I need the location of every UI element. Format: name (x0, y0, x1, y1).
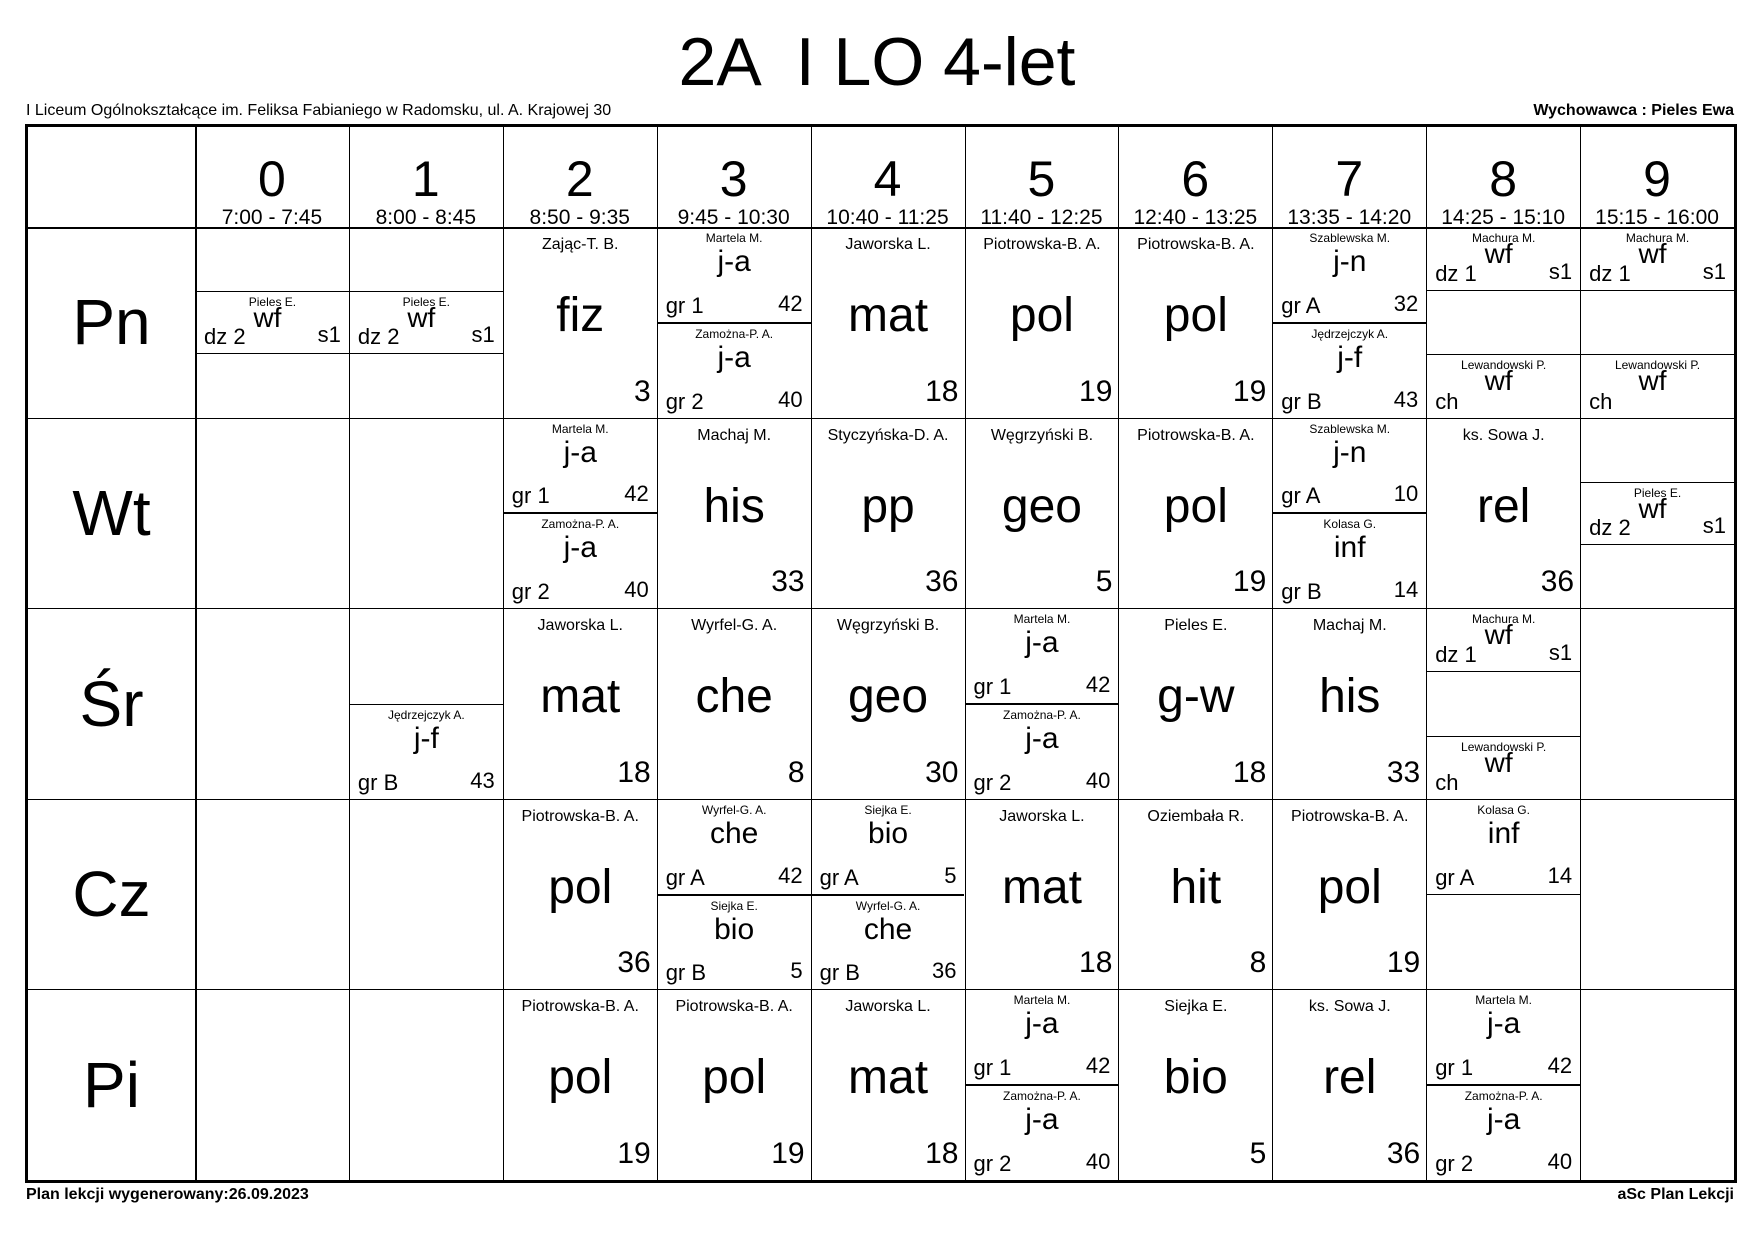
lesson-teacher: Węgrzyński B. (836, 617, 940, 635)
lesson-group: dz 2 (204, 324, 246, 350)
group-lesson (658, 800, 811, 895)
lesson-cell (504, 228, 657, 418)
lesson-room: 42 (624, 481, 649, 507)
period-number: 5 (1027, 151, 1056, 207)
lesson-room: 40 (1085, 1148, 1111, 1174)
period-header-1 (349, 127, 503, 227)
lesson-cell (812, 990, 965, 1180)
lesson-teacher: Piotrowska-B. A. (521, 998, 639, 1016)
period-header-3 (657, 127, 811, 227)
lesson-cell (196, 228, 349, 418)
lesson-subject: j-n (1333, 435, 1367, 469)
lesson-group: gr B (1281, 388, 1322, 414)
period-number: 3 (719, 151, 748, 207)
lesson-teacher: Zając-T. B. (542, 236, 619, 253)
lesson-cell (966, 419, 1119, 609)
lesson-room: 32 (1393, 290, 1419, 316)
lesson-teacher: Siejka E. (710, 898, 758, 913)
lesson-subject: hit (1170, 860, 1222, 914)
lesson-room: s1 (317, 322, 341, 348)
lesson-cell (812, 228, 965, 418)
period-time: 15:15 - 16:00 (1595, 206, 1719, 229)
lesson-subject: bio (868, 816, 909, 850)
lesson-room: s1 (1548, 640, 1573, 666)
lesson-group: gr 2 (511, 579, 550, 605)
lesson-room: 8 (787, 755, 805, 789)
lesson-cell (966, 990, 1119, 1180)
lesson-room: 40 (624, 577, 649, 603)
lesson-group: gr 1 (973, 673, 1012, 699)
lesson-teacher: Machaj M. (1312, 617, 1387, 635)
lesson-room: 36 (932, 958, 957, 984)
lesson-teacher: Węgrzyński B. (990, 426, 1094, 444)
lesson-group: gr 1 (973, 1055, 1012, 1081)
group-lesson (1427, 228, 1580, 291)
lesson-teacher: Zamożna-P. A. (541, 517, 620, 532)
lesson-subject: j-f (413, 721, 439, 755)
lesson-teacher: Martela M. (551, 421, 609, 436)
lesson-subject: g-w (1157, 670, 1235, 724)
lesson-group: gr A (1281, 292, 1321, 318)
day-label: Cz (72, 858, 151, 931)
lesson-group: ch (1589, 388, 1613, 414)
lesson-subject: rel (1476, 479, 1531, 533)
lesson-group: gr 1 (511, 483, 550, 509)
lesson-teacher: Pieles E. (248, 295, 297, 310)
lesson-room: 43 (1393, 386, 1419, 412)
lesson-teacher: Machura M. (1471, 612, 1536, 627)
lesson-cell (1119, 990, 1272, 1180)
lesson-subject: j-a (1025, 626, 1059, 660)
lesson-room: 14 (1547, 862, 1573, 888)
lesson-cell (1119, 800, 1272, 990)
lesson-teacher: Jaworska L. (537, 617, 623, 635)
period-number: 1 (411, 151, 440, 207)
lesson-teacher: Piotrowska-B. A. (1137, 426, 1255, 444)
lesson-room: 42 (1547, 1053, 1573, 1079)
group-lesson (812, 895, 965, 990)
lesson-room: s1 (1548, 259, 1573, 285)
period-number: 8 (1489, 151, 1518, 207)
period-time: 10:40 - 11:25 (826, 206, 949, 229)
lesson-subject: pol (1163, 479, 1228, 533)
period-header-6 (1118, 127, 1272, 227)
group-lesson (1581, 482, 1734, 545)
period-number: 0 (258, 151, 286, 207)
group-lesson (1581, 354, 1734, 417)
lesson-teacher: Jędrzejczyk A. (387, 707, 465, 722)
lesson-teacher: Lewandowski P. (1461, 358, 1547, 373)
lesson-teacher: Jaworska L. (999, 807, 1085, 825)
lesson-subject: pol (702, 1051, 767, 1105)
lesson-group: ch (1435, 769, 1459, 795)
lesson-cell (1273, 800, 1426, 990)
lesson-room: 36 (1540, 565, 1575, 599)
period-header-8 (1426, 127, 1580, 227)
lesson-cell (1427, 609, 1580, 799)
group-lesson (1273, 513, 1426, 608)
lesson-cell (1119, 419, 1272, 609)
lesson-room: 5 (1095, 565, 1113, 599)
lesson-subject: che (709, 816, 759, 850)
period-number: 6 (1181, 151, 1210, 207)
lesson-teacher: Martela M. (705, 231, 763, 245)
timetable-grid (25, 124, 1737, 1183)
lesson-teacher: Styczyńska-D. A. (827, 426, 949, 444)
lesson-subject: wf (1484, 619, 1513, 651)
lesson-cell (1119, 228, 1272, 418)
group-lesson (658, 323, 811, 418)
lesson-room: s1 (1702, 512, 1726, 538)
period-time: 13:35 - 14:20 (1287, 206, 1412, 229)
period-header-9 (1580, 127, 1734, 227)
lesson-subject: inf (1333, 531, 1366, 565)
lesson-room: 5 (944, 862, 957, 888)
lesson-subject: pol (548, 860, 613, 914)
lesson-room: 18 (1232, 755, 1267, 789)
lesson-subject: his (703, 479, 765, 533)
lesson-teacher: Kolasa G. (1477, 802, 1530, 817)
lesson-room: 19 (1079, 374, 1113, 408)
lesson-subject: j-a (717, 340, 751, 374)
lesson-group: gr B (665, 960, 707, 986)
lesson-group: gr B (819, 960, 860, 986)
group-lesson (1427, 354, 1580, 417)
day-label: Wt (72, 476, 151, 549)
lesson-room: s1 (1702, 259, 1726, 285)
lesson-subject: j-a (563, 531, 597, 565)
lesson-teacher: Siejka E. (864, 802, 912, 817)
lesson-group: gr 2 (665, 388, 704, 414)
group-lesson (658, 228, 811, 323)
lesson-cell (966, 228, 1119, 418)
lesson-group: gr 2 (973, 1150, 1012, 1176)
group-lesson (658, 895, 811, 990)
lesson-cell (1581, 419, 1734, 609)
lesson-teacher: Martela M. (1475, 993, 1532, 1008)
lesson-cell (658, 228, 811, 418)
group-lesson (1427, 736, 1580, 799)
period-time: 14:25 - 15:10 (1441, 206, 1566, 229)
class-teacher: Wychowawca : Pieles Ewa (1533, 102, 1734, 119)
lesson-subject: j-a (1025, 1103, 1059, 1137)
lesson-teacher: Jaworska L. (845, 236, 931, 253)
lesson-subject: wf (407, 302, 436, 334)
lesson-subject: mat (1001, 860, 1082, 914)
lesson-room: 42 (778, 862, 803, 888)
lesson-cell (504, 609, 657, 799)
lesson-teacher: Szablewska M. (1309, 421, 1391, 436)
lesson-teacher: Piotrowska-B. A. (1291, 807, 1409, 825)
lesson-subject: inf (1487, 816, 1520, 850)
lesson-cell (658, 419, 811, 609)
lesson-subject: wf (253, 302, 282, 334)
lesson-cell (1427, 228, 1580, 418)
period-number: 9 (1643, 151, 1671, 207)
lesson-cell (812, 419, 965, 609)
lesson-cell (1427, 419, 1580, 609)
lesson-group: gr 1 (1435, 1055, 1474, 1081)
group-lesson (1273, 228, 1426, 323)
lesson-teacher: Szablewska M. (1309, 231, 1391, 245)
lesson-room: 42 (1085, 671, 1111, 697)
lesson-cell (504, 419, 657, 609)
lesson-group: gr A (665, 864, 705, 890)
lesson-subject: mat (540, 670, 621, 724)
day-label: Śr (79, 667, 144, 740)
lesson-teacher: Machura M. (1471, 231, 1536, 245)
lesson-teacher: Machura M. (1625, 231, 1690, 245)
period-header-4 (811, 127, 965, 227)
group-lesson (966, 609, 1119, 704)
lesson-teacher: Martela M. (1013, 993, 1071, 1008)
lesson-teacher: Wyrfel-G. A. (855, 898, 921, 913)
lesson-cell (966, 800, 1119, 990)
lesson-cell (658, 609, 811, 799)
lesson-group: dz 1 (1435, 261, 1477, 287)
lesson-subject: geo (1001, 479, 1082, 533)
lesson-subject: bio (714, 912, 755, 946)
lesson-cell (1273, 419, 1426, 609)
group-lesson (1427, 990, 1580, 1085)
lesson-cell (658, 800, 811, 990)
lesson-room: 3 (634, 374, 651, 408)
lesson-teacher: Lewandowski P. (1614, 358, 1701, 373)
page-title: 2A I LO 4-let (678, 24, 1076, 100)
lesson-group: dz 2 (1589, 514, 1631, 540)
lesson-cell (1581, 228, 1734, 418)
lesson-room: 43 (470, 767, 495, 793)
lesson-subject: his (1319, 670, 1381, 724)
lesson-subject: wf (1484, 746, 1513, 778)
lesson-teacher: Zamożna-P. A. (695, 326, 774, 341)
period-time: 8:00 - 8:45 (375, 206, 477, 229)
lesson-subject: pol (1163, 289, 1228, 342)
lesson-cell (350, 609, 503, 799)
lesson-subject: wf (1638, 365, 1667, 397)
group-lesson (1581, 228, 1734, 291)
lesson-subject: pol (548, 1051, 613, 1105)
lesson-teacher: Piotrowska-B. A. (675, 998, 793, 1016)
lesson-teacher: Pieles E. (1633, 485, 1682, 500)
group-lesson (966, 1085, 1119, 1180)
lesson-cell (1273, 609, 1426, 799)
lesson-teacher: Piotrowska-B. A. (1137, 236, 1255, 253)
period-header-5 (965, 127, 1119, 227)
group-lesson (966, 704, 1119, 799)
generator-credit: aSc Plan Lekcji (1617, 1186, 1734, 1203)
lesson-teacher: Oziembała R. (1147, 807, 1245, 825)
lesson-subject: rel (1323, 1051, 1377, 1105)
lesson-room: 18 (1079, 946, 1113, 980)
lesson-teacher: ks. Sowa J. (1462, 426, 1545, 444)
school-name: I Liceum Ogólnokształcące im. Feliksa Fabianiego w Radomsku, ul. A. Krajowej 30 (26, 102, 612, 119)
lesson-teacher: Siejka E. (1164, 998, 1228, 1016)
lesson-group: dz 2 (357, 324, 400, 350)
group-lesson (1273, 419, 1426, 514)
lesson-cell (812, 800, 965, 990)
period-time: 9:45 - 10:30 (677, 206, 790, 229)
lesson-group: gr B (357, 769, 399, 795)
lesson-group: gr 2 (973, 769, 1012, 795)
lesson-group: gr A (1435, 864, 1475, 890)
lesson-room: 19 (617, 1136, 651, 1170)
lesson-group: gr 2 (1435, 1150, 1474, 1176)
lesson-subject: bio (1163, 1051, 1228, 1105)
period-time: 7:00 - 7:45 (221, 206, 323, 229)
lesson-cell (658, 990, 811, 1180)
lesson-cell (504, 990, 657, 1180)
lesson-teacher: Piotrowska-B. A. (983, 236, 1101, 253)
lesson-teacher: Jędrzejczyk A. (1311, 326, 1389, 341)
lesson-subject: j-f (1337, 340, 1363, 374)
lesson-teacher: Wyrfel-G. A. (691, 617, 778, 635)
group-lesson (812, 800, 965, 895)
period-number: 7 (1335, 151, 1364, 207)
lesson-subject: fiz (556, 289, 605, 342)
lesson-cell (812, 609, 965, 799)
lesson-teacher: Zamożna-P. A. (1003, 707, 1081, 722)
group-lesson (1427, 609, 1580, 672)
lesson-room: 18 (925, 1136, 959, 1170)
group-lesson (504, 419, 657, 514)
period-time: 8:50 - 9:35 (529, 206, 630, 229)
lesson-room: 42 (778, 290, 803, 316)
group-lesson (966, 990, 1119, 1085)
day-label: Pn (72, 286, 151, 359)
lesson-room: 19 (771, 1136, 805, 1170)
lesson-subject: che (695, 670, 773, 724)
lesson-cell (1427, 800, 1580, 990)
lesson-room: 19 (1232, 374, 1267, 408)
lesson-subject: wf (1484, 238, 1513, 269)
lesson-subject: j-a (1486, 1007, 1521, 1041)
period-time: 11:40 - 12:25 (980, 206, 1103, 229)
lesson-subject: j-n (1333, 245, 1367, 278)
lesson-cell (504, 800, 657, 990)
lesson-teacher: Martela M. (1013, 612, 1071, 627)
lesson-subject: che (863, 912, 913, 946)
lesson-subject: j-a (1025, 721, 1059, 755)
lesson-group: gr A (1281, 483, 1321, 509)
lesson-group: gr 1 (665, 292, 704, 318)
lesson-room: 40 (778, 386, 803, 412)
lesson-teacher: Piotrowska-B. A. (521, 807, 639, 825)
lesson-room: 40 (1547, 1148, 1573, 1174)
group-lesson (1273, 323, 1426, 418)
lesson-room: 5 (1249, 1136, 1267, 1170)
lesson-subject: wf (1638, 492, 1667, 524)
lesson-room: 33 (771, 565, 805, 599)
lesson-cell (1427, 990, 1580, 1180)
lesson-room: 36 (1386, 1136, 1421, 1170)
lesson-subject: j-a (1025, 1007, 1059, 1041)
lesson-teacher: Kolasa G. (1323, 517, 1377, 532)
lesson-teacher: Lewandowski P. (1461, 739, 1547, 754)
period-number: 4 (873, 151, 902, 207)
lesson-room: 40 (1085, 767, 1111, 793)
group-lesson (504, 513, 657, 608)
lesson-room: 8 (1249, 946, 1267, 980)
period-number: 2 (565, 151, 594, 207)
lesson-group: dz 1 (1435, 642, 1477, 668)
lesson-subject: mat (848, 1051, 929, 1105)
lesson-subject: mat (848, 289, 929, 342)
lesson-cell (350, 228, 503, 418)
lesson-group: ch (1435, 388, 1459, 414)
period-header-2 (503, 127, 657, 227)
lesson-subject: j-a (717, 245, 751, 278)
lesson-room: 30 (925, 755, 959, 789)
group-lesson (350, 704, 503, 799)
lesson-subject: wf (1484, 365, 1513, 397)
lesson-group: dz 1 (1589, 261, 1631, 287)
lesson-teacher: Pieles E. (402, 295, 451, 310)
lesson-room: s1 (471, 322, 495, 348)
period-time: 12:40 - 13:25 (1133, 206, 1258, 229)
lesson-room: 5 (790, 958, 803, 984)
lesson-subject: pol (1009, 289, 1074, 342)
group-lesson (350, 291, 503, 354)
period-header-7 (1272, 127, 1426, 227)
lesson-teacher: Zamożna-P. A. (1464, 1089, 1543, 1104)
lesson-room: 18 (617, 755, 651, 789)
lesson-room: 36 (925, 565, 959, 599)
lesson-cell (1273, 228, 1426, 418)
lesson-room: 19 (1232, 565, 1267, 599)
lesson-cell (966, 609, 1119, 799)
lesson-cell (1273, 990, 1426, 1180)
generated-date: Plan lekcji wygenerowany:26.09.2023 (26, 1186, 309, 1203)
lesson-subject: wf (1638, 238, 1667, 269)
lesson-subject: j-a (1486, 1103, 1521, 1137)
lesson-subject: pol (1317, 860, 1382, 914)
lesson-room: 18 (925, 374, 959, 408)
lesson-teacher: Jaworska L. (845, 998, 931, 1016)
lesson-room: 19 (1386, 946, 1421, 980)
group-lesson (1427, 800, 1580, 895)
lesson-cell (1119, 609, 1272, 799)
lesson-teacher: Wyrfel-G. A. (701, 802, 767, 817)
lesson-room: 36 (617, 946, 651, 980)
lesson-room: 14 (1393, 577, 1419, 603)
lesson-room: 10 (1393, 481, 1419, 507)
lesson-teacher: Machaj M. (697, 426, 772, 444)
lesson-room: 42 (1085, 1053, 1111, 1079)
lesson-subject: geo (847, 670, 929, 724)
lesson-subject: pp (861, 479, 915, 533)
period-header-0 (195, 127, 349, 227)
group-lesson (1427, 1085, 1580, 1180)
lesson-teacher: Pieles E. (1164, 617, 1228, 635)
day-label: Pi (83, 1048, 140, 1121)
lesson-group: gr A (819, 864, 859, 890)
lesson-teacher: ks. Sowa J. (1308, 998, 1391, 1016)
lesson-teacher: Zamożna-P. A. (1003, 1089, 1081, 1104)
lesson-room: 33 (1386, 755, 1421, 789)
group-lesson (196, 291, 349, 354)
lesson-group: gr B (1281, 579, 1322, 605)
lesson-subject: j-a (563, 435, 597, 469)
